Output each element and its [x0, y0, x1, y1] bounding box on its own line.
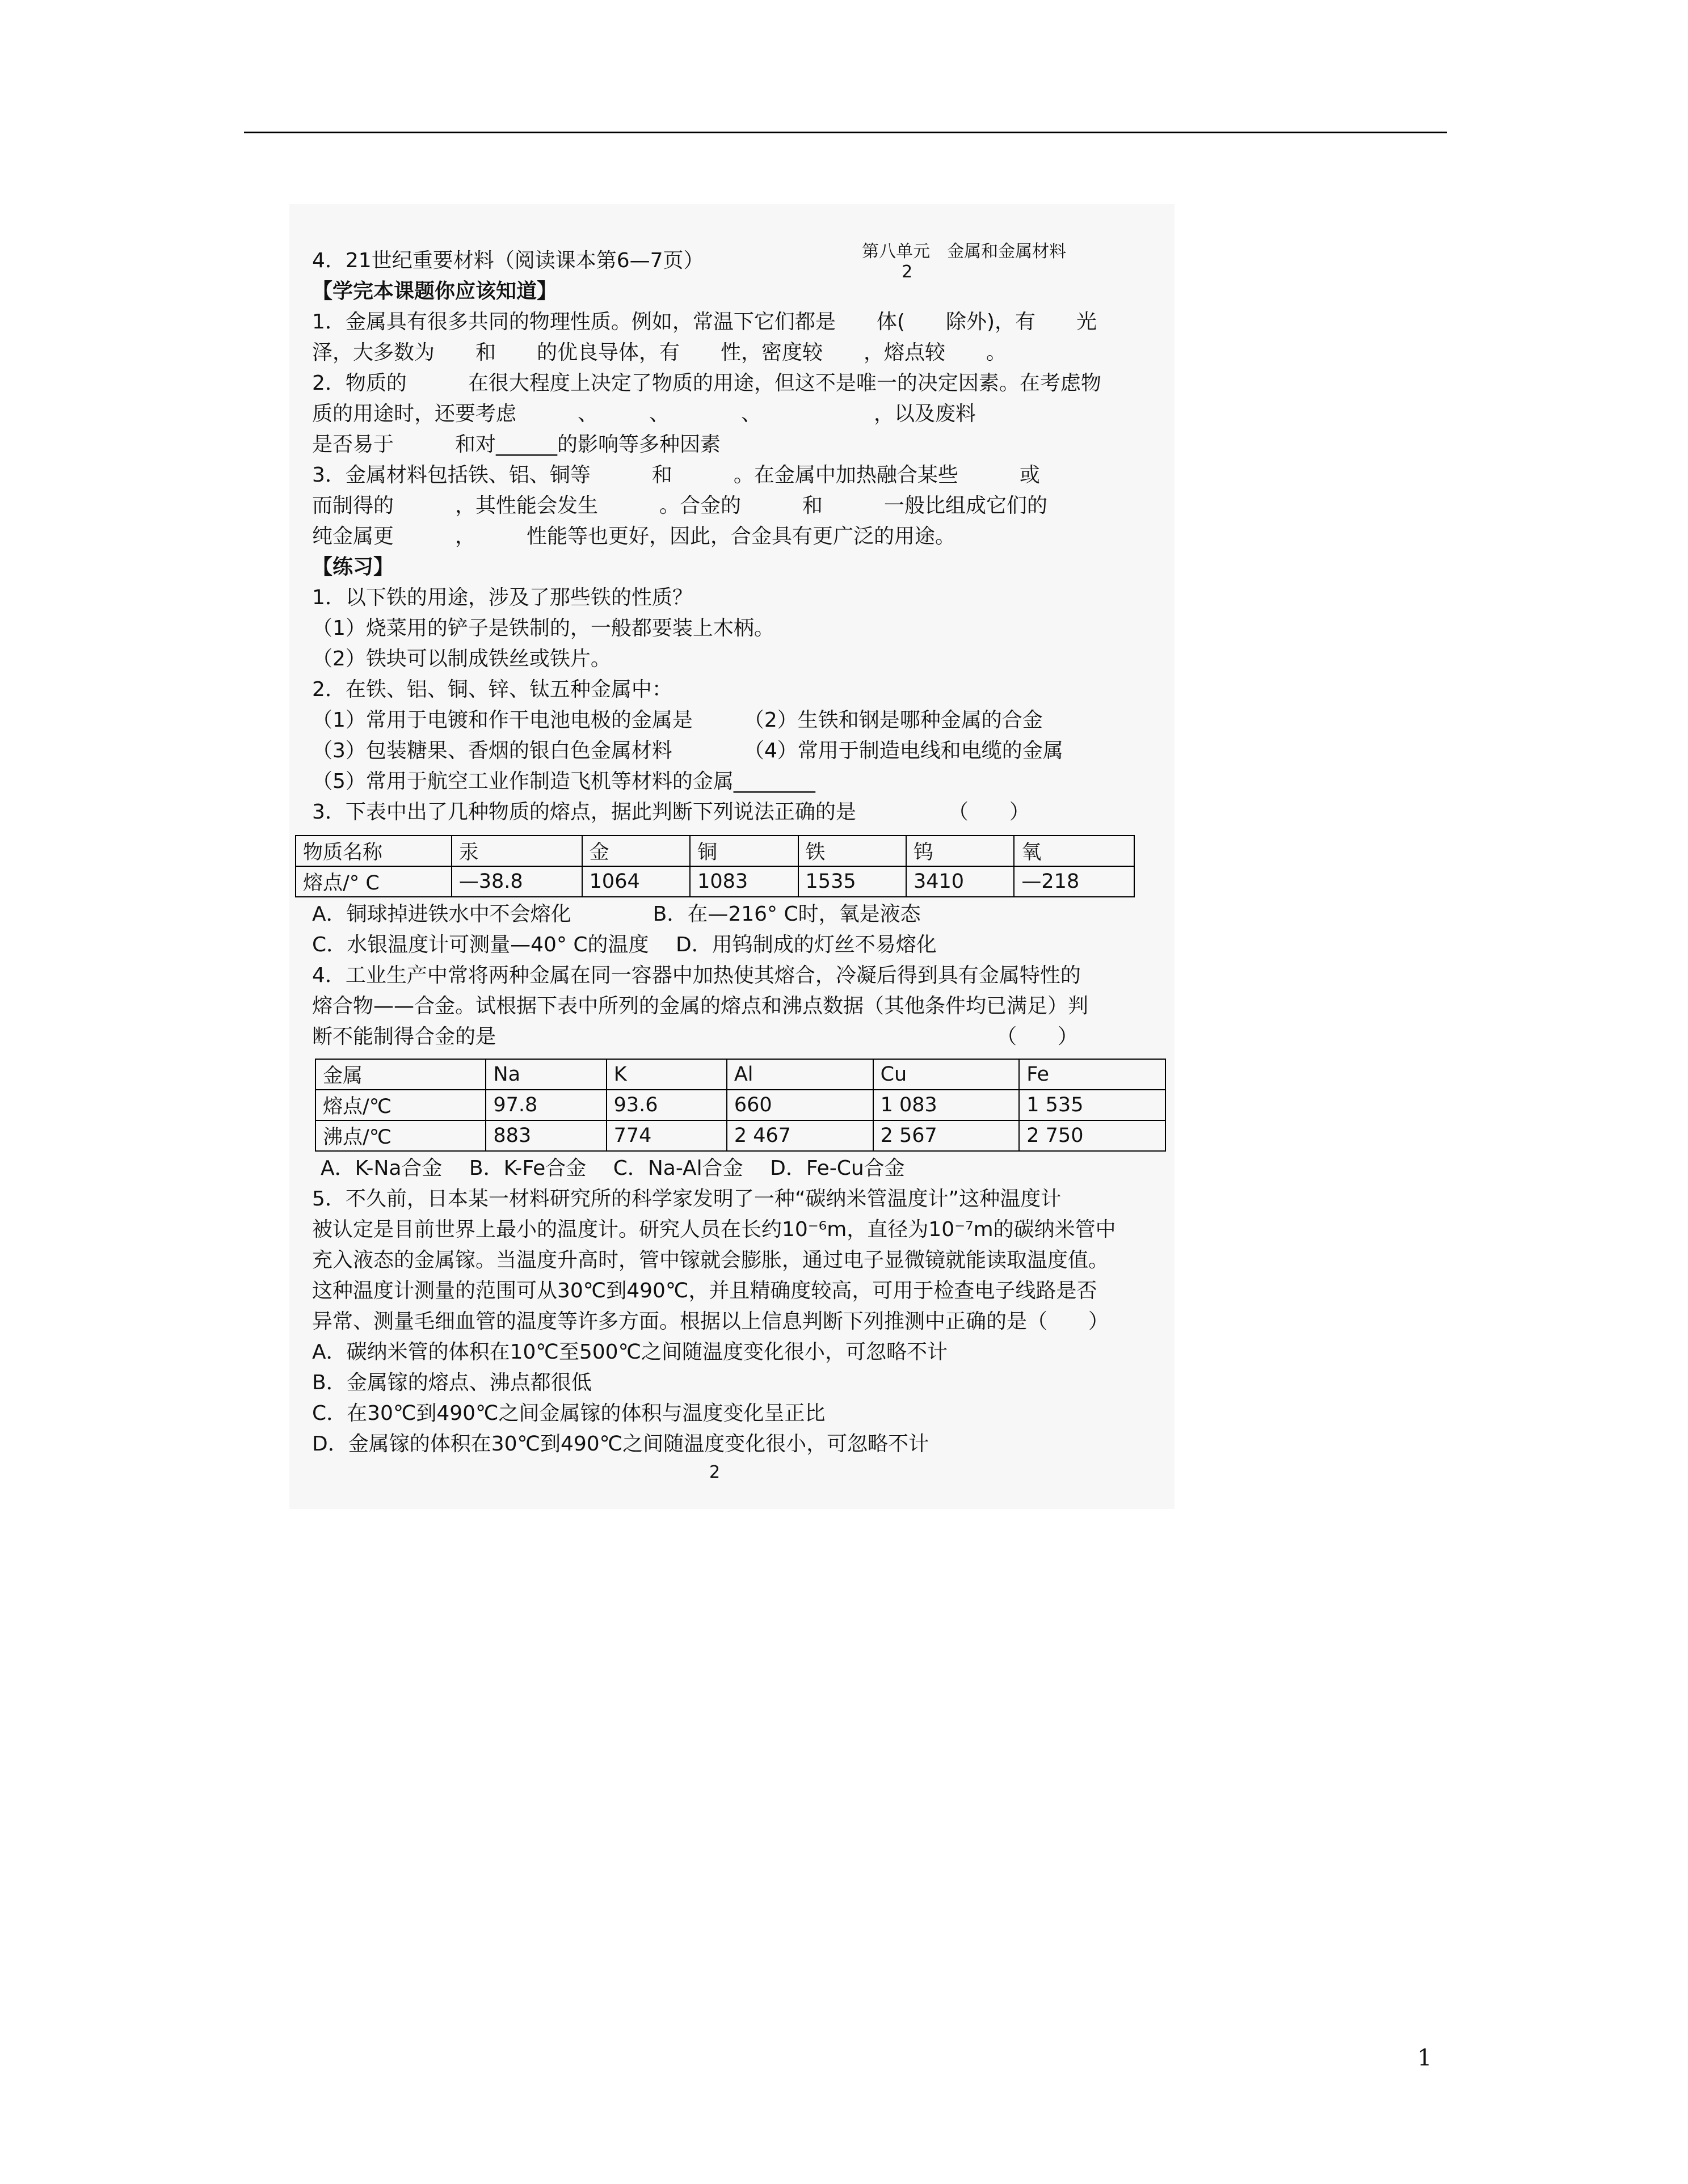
text-line: 4．工业生产中常将两种金属在同一容器中加热使其熔合，冷凝后得到具有金属特性的: [312, 964, 1081, 987]
text-line: 是否易于 和对______的影响等多种因素: [312, 433, 721, 456]
text-line: 纯金属更 ， 性能等也更好，因此，合金具有更广泛的用途。: [312, 525, 956, 548]
table-cell: 1535: [798, 866, 906, 897]
table-cell: 熔点/℃: [315, 1090, 486, 1120]
text-line: 断不能制得合金的是 （ ）: [312, 1025, 1079, 1048]
table-cell: 1064: [582, 866, 690, 897]
table-row: [315, 1120, 1165, 1151]
text-line: 充入液态的金属镓。当温度升高时，管中镓就会膨胀，通过电子显微镜就能读取温度值。: [312, 1249, 1109, 1272]
table-cell: 2 750: [1019, 1120, 1165, 1151]
text-line: 被认定是目前世界上最小的温度计。研究人员在长约10⁻⁶m，直径为10⁻⁷m的碳纳米管中: [312, 1218, 1116, 1241]
table-cell: 883: [486, 1120, 606, 1151]
text-line: （5）常用于航空工业作制造飞机等材料的金属________: [312, 770, 815, 793]
table-cell: 2 567: [873, 1120, 1020, 1151]
option-line: C．水银温度计可测量—40° C的温度 D．用钨制成的灯丝不易熔化: [312, 933, 937, 956]
text-line: 这种温度计测量的范围可从30℃到490℃，并且精确度较高，可用于检查电子线路是否: [312, 1279, 1097, 1302]
text-line: 熔合物——合金。试根据下表中所列的金属的熔点和沸点数据（其他条件均已满足）判: [312, 994, 1089, 1018]
table-row: [296, 866, 1134, 897]
table-row: [296, 836, 1134, 866]
option-line: C．在30℃到490℃之间金属镓的体积与温度变化呈正比: [312, 1402, 826, 1425]
text-line: 异常、测量毛细血管的温度等许多方面。根据以上信息判断下列推测中正确的是（ ）: [312, 1310, 1109, 1333]
option-line: B．金属镓的熔点、沸点都很低: [312, 1371, 592, 1394]
text-line: 4．21世纪重要材料（阅读课本第6—7页）: [312, 249, 704, 272]
inner-page-number: 2: [709, 1462, 721, 1482]
text-line: （2）铁块可以制成铁丝或铁片。: [312, 647, 611, 671]
table-cell: 钨: [906, 836, 1014, 866]
table-cell: 97.8: [486, 1090, 606, 1120]
table-cell: 金: [582, 836, 690, 866]
table-cell: 2 467: [727, 1120, 873, 1151]
text-line: （1）烧菜用的铲子是铁制的，一般都要装上木柄。: [312, 617, 774, 640]
table-cell: 660: [727, 1090, 873, 1120]
header-number: 2: [902, 262, 913, 282]
table-cell: 1083: [690, 866, 798, 897]
table-cell: —38.8: [452, 866, 582, 897]
option-line: A．铜球掉进铁水中不会熔化 B．在—216° C时，氧是液态: [312, 903, 921, 926]
table-cell: —218: [1014, 866, 1134, 897]
section-heading: 【学完本课题你应该知道】: [312, 280, 558, 303]
table-cell: 1 083: [873, 1090, 1020, 1120]
option-line: A．碳纳米管的体积在10℃至500℃之间随温度变化很小，可忽略不计: [312, 1340, 948, 1364]
table-cell: 1 535: [1019, 1090, 1165, 1120]
text-line: 1．金属具有很多共同的物理性质。例如，常温下它们都是 体( 除外)，有 光: [312, 310, 1097, 334]
melting-point-table: [295, 835, 1135, 897]
text-line: （3）包装糖果、香烟的银白色金属材料 （4）常用于制造电线和电缆的金属: [312, 739, 1063, 762]
table-cell: 金属: [315, 1059, 486, 1090]
metal-table: [315, 1059, 1166, 1152]
text-line: 3．金属材料包括铁、铝、铜等 和 。在金属中加热融合某些 或: [312, 463, 1040, 487]
table-cell: 93.6: [607, 1090, 727, 1120]
option-line: D．金属镓的体积在30℃到490℃之间随温度变化很小，可忽略不计: [312, 1432, 929, 1456]
table-cell: Cu: [873, 1059, 1020, 1090]
table-cell: 物质名称: [296, 836, 452, 866]
page-number: 1: [1417, 2045, 1432, 2071]
table-cell: 熔点/° C: [296, 866, 452, 897]
text-line: 2．在铁、铝、铜、锌、钛五种金属中：: [312, 678, 672, 701]
text-line: 1．以下铁的用途，涉及了那些铁的性质？: [312, 586, 693, 609]
table-cell: 氧: [1014, 836, 1134, 866]
table-cell: 774: [607, 1120, 727, 1151]
top-rule: [244, 132, 1447, 133]
unit-title: 第八单元 金属和金属材料: [862, 242, 1067, 262]
table-cell: Na: [486, 1059, 606, 1090]
text-line: 质的用途时，还要考虑 、 、 、 ，以及废料: [312, 402, 976, 425]
table-row: [315, 1090, 1165, 1120]
text-line: 2．物质的 在很大程度上决定了物质的用途，但这不是唯一的决定因素。在考虑物: [312, 372, 1101, 395]
text-line: 5．不久前，日本某一材料研究所的科学家发明了一种“碳纳米管温度计”这种温度计: [312, 1187, 1062, 1211]
text-line: 泽，大多数为 和 的优良导体，有 性，密度较 ，熔点较 。: [312, 341, 1007, 364]
table-cell: 汞: [452, 836, 582, 866]
table-cell: K: [607, 1059, 727, 1090]
table-cell: 铜: [690, 836, 798, 866]
section-heading: 【练习】: [312, 555, 394, 579]
table-cell: Fe: [1019, 1059, 1165, 1090]
page-header: [851, 217, 1066, 282]
table-cell: 沸点/℃: [315, 1120, 486, 1151]
text-line: 而制得的 ，其性能会发生 。合金的 和 一般比组成它们的: [312, 494, 1048, 517]
table-cell: 铁: [798, 836, 906, 866]
text-line: 3．下表中出了几种物质的熔点，据此判断下列说法正确的是 （ ）: [312, 800, 1030, 824]
table-cell: Al: [727, 1059, 873, 1090]
table-row: [315, 1059, 1165, 1090]
text-line: （1）常用于电镀和作干电池电极的金属是 （2）生铁和钢是哪种金属的合金: [312, 709, 1043, 732]
table-cell: 3410: [906, 866, 1014, 897]
option-line: A．K-Na合金 B．K-Fe合金 C．Na-Al合金 D．Fe-Cu合金: [321, 1157, 905, 1180]
